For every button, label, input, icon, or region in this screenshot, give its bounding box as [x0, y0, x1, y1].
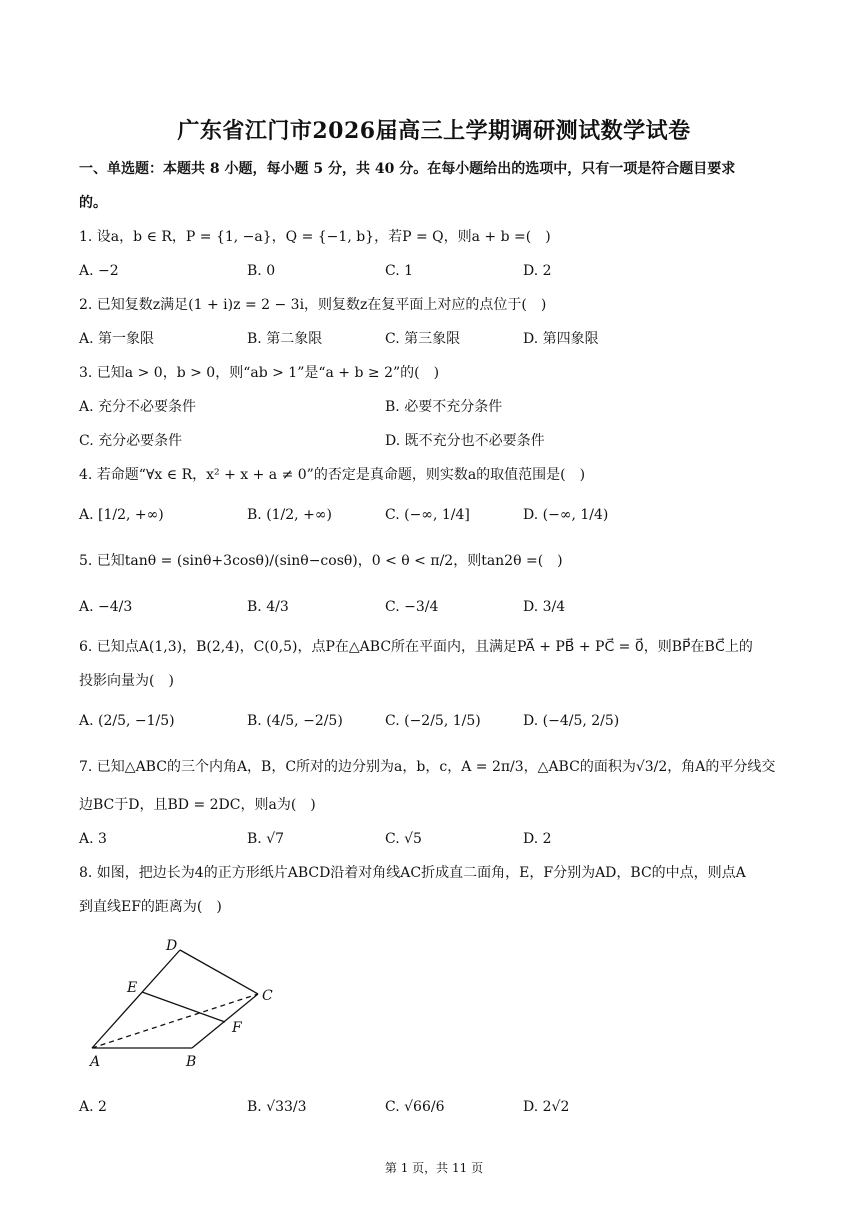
q2-option-d: D. 第四象限	[523, 331, 599, 347]
folded-square-diagram	[82, 934, 302, 1074]
label-c: C	[262, 988, 273, 1004]
q6-option-c: C. (−2/5, 1/5)	[385, 713, 481, 729]
question-7-options	[79, 830, 799, 850]
page-title: 广东省江门市2026届高三上学期调研测试数学试卷	[177, 118, 691, 144]
question-3-stem: 3. 已知a > 0，b > 0，则“ab > 1”是“a + b ≥ 2”的( )	[79, 365, 440, 381]
q5-option-a: A. −4/3	[79, 599, 133, 615]
q4-option-c: C. (−∞, 1/4]	[385, 507, 470, 523]
section-heading-line2: 的。	[79, 195, 107, 211]
question-7-stem-line2: 边BC于D，且BD = 2DC，则a为( )	[79, 797, 316, 813]
q3-option-b: B. 必要不充分条件	[385, 399, 503, 415]
q5-option-d: D. 3/4	[523, 599, 566, 615]
question-5-options	[79, 598, 799, 618]
question-6-stem-line2: 投影向量为( )	[79, 673, 174, 689]
q8-option-c: C. √66/6	[385, 1099, 445, 1115]
label-b: B	[186, 1054, 197, 1070]
q7-option-a: A. 3	[79, 831, 107, 847]
q3-option-a: A. 充分不必要条件	[79, 399, 197, 415]
page-footer: 第 1 页，共 11 页	[384, 1161, 484, 1175]
label-e: E	[127, 980, 138, 996]
q3-option-c: C. 充分必要条件	[79, 433, 183, 449]
question-6-stem-line1: 6. 已知点A(1,3)，B(2,4)，C(0,5)，点P在△ABC所在平面内，且满足PA⃗ + PB⃗ + PC⃗ = 0⃗，则BP⃗在BC⃗上的	[79, 639, 753, 655]
q7-option-b: B. √7	[247, 831, 285, 847]
label-d: D	[166, 938, 178, 954]
q1-option-d: D. 2	[523, 263, 552, 279]
q6-option-d: D. (−4/5, 2/5)	[523, 713, 620, 729]
q4-option-b: B. (1/2, +∞)	[247, 507, 332, 523]
question-5-stem: 5. 已知tanθ = (sinθ+3cosθ)/(sinθ−cosθ)，0 < θ < π/2，则tan2θ =( )	[79, 553, 563, 569]
q5-option-b: B. 4/3	[247, 599, 289, 615]
question-8-stem-line2: 到直线EF的距离为( )	[79, 899, 222, 915]
q3-option-d: D. 既不充分也不必要条件	[385, 433, 545, 449]
q8-option-d: D. 2√2	[523, 1099, 570, 1115]
segment-ef	[142, 992, 225, 1022]
q2-option-a: A. 第一象限	[79, 331, 155, 347]
question-1-options	[79, 262, 799, 282]
question-3-options-row1	[79, 398, 799, 418]
q4-option-d: D. (−∞, 1/4)	[523, 507, 609, 523]
question-2-stem: 2. 已知复数z满足(1 + i)z = 2 − 3i，则复数z在复平面上对应的点位于( )	[79, 297, 547, 313]
q5-option-c: C. −3/4	[385, 599, 439, 615]
q2-option-b: B. 第二象限	[247, 331, 323, 347]
question-8-options	[79, 1098, 799, 1118]
q1-option-c: C. 1	[385, 263, 414, 279]
q7-option-d: D. 2	[523, 831, 552, 847]
question-1-stem: 1. 设a，b ∈ R，P = {1, −a}，Q = {−1, b}，若P = Q，则a + b =( )	[79, 229, 551, 245]
edge-cb	[192, 994, 258, 1048]
edge-dc	[180, 950, 258, 994]
question-3-options-row2	[79, 432, 799, 452]
question-4-options	[79, 506, 799, 526]
label-a: A	[90, 1054, 101, 1070]
question-4-stem: 4. 若命题“∀x ∈ R，x² + x + a ≠ 0”的否定是真命题，则实数a的取值范围是( )	[79, 467, 586, 483]
question-2-options	[79, 330, 799, 350]
q2-option-c: C. 第三象限	[385, 331, 461, 347]
question-7-stem-line1: 7. 已知△ABC的三个内角A，B，C所对的边分别为a，b，c，A = 2π/3，△ABC的面积为√3/2，角A的平分线交	[79, 759, 776, 775]
q1-option-a: A. −2	[79, 263, 119, 279]
question-6-options	[79, 712, 799, 732]
label-f: F	[232, 1020, 242, 1036]
section-heading-line1: 一、单选题：本题共 8 小题，每小题 5 分，共 40 分。在每小题给出的选项中，只有一项是符合题目要求	[79, 161, 736, 177]
q6-option-b: B. (4/5, −2/5)	[247, 713, 343, 729]
q8-option-b: B. √33/3	[247, 1099, 307, 1115]
q8-option-a: A. 2	[79, 1099, 107, 1115]
question-8-stem-line1: 8. 如图，把边长为4的正方形纸片ABCD沿着对角线AC折成直二面角，E，F分别为AD，BC的中点，则点A	[79, 865, 746, 881]
q1-option-b: B. 0	[247, 263, 276, 279]
q4-option-a: A. [1/2, +∞)	[79, 507, 164, 523]
q6-option-a: A. (2/5, −1/5)	[79, 713, 175, 729]
q7-option-c: C. √5	[385, 831, 422, 847]
